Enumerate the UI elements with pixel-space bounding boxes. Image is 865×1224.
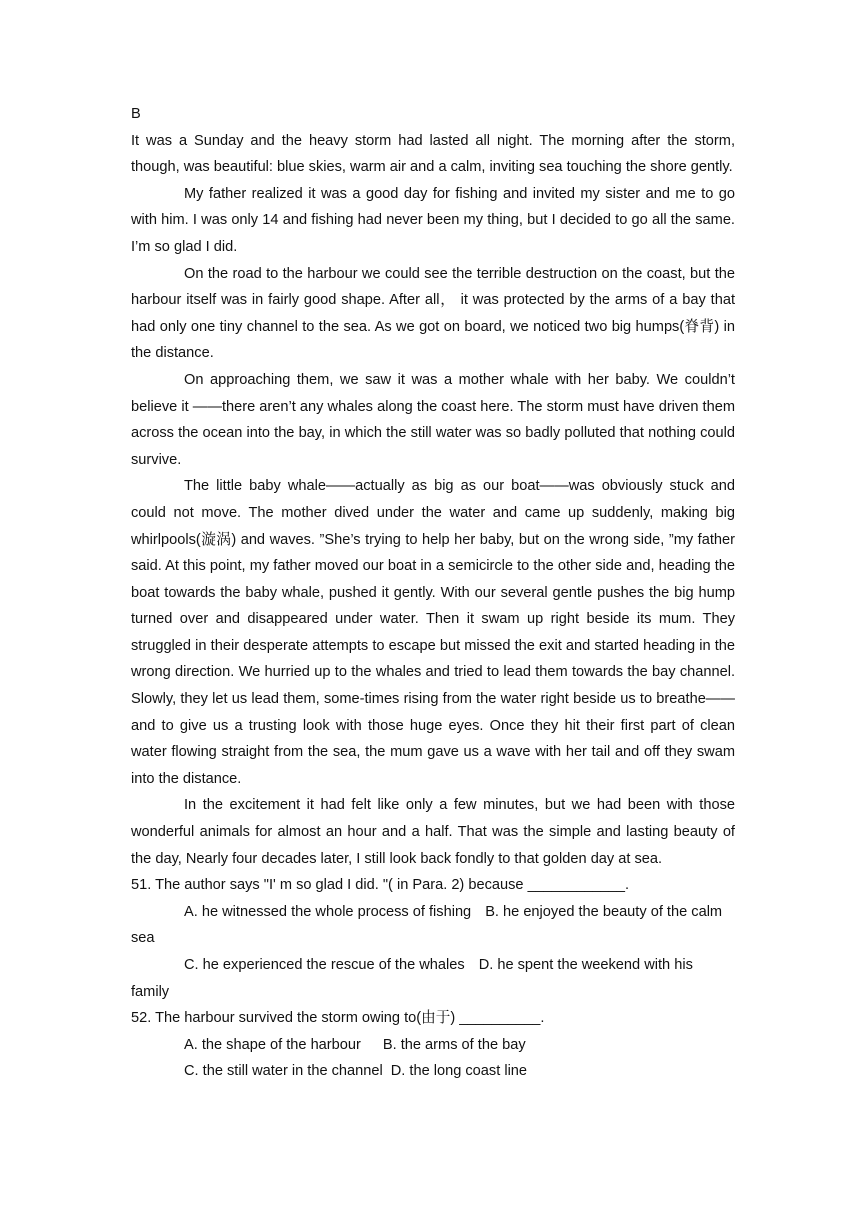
- paragraph-4: On approaching them, we saw it was a mother whale with her baby. We couldn’t believe it ——there aren’t any whales along the coast here. The storm must have driven them across the ocean into the bay, in which the still water was so badly polluted that nothing could survive.: [131, 371, 735, 468]
- question-52-option-a: A. the shape of the harbour: [184, 1036, 361, 1053]
- question-51-option-a: A. he witnessed the whole process of fishing: [184, 903, 472, 920]
- question-51-option-c: C. he experienced the rescue of the whales: [184, 957, 465, 973]
- question-51-option-d: D. he spent the weekend with his family: [131, 957, 693, 1000]
- question-51-stem: 51. The author says "I' m so glad I did. "( in Para. 2) because ____________.: [131, 877, 630, 894]
- question-52-option-d: D. the long coast line: [390, 1063, 528, 1080]
- question-52-option-c: C. the still water in the channel: [184, 1063, 383, 1080]
- question-52-stem: 52. The harbour survived the storm owing to(由于) __________.: [131, 1010, 545, 1027]
- document-content: [131, 101, 735, 1085]
- question-52-options-ab: [131, 1032, 735, 1059]
- question-52-options-cd: [131, 1058, 735, 1085]
- paragraph-6: In the excitement it had felt like only a few minutes, but we had been with those wonderful animals for almost an hour and a half. That was the simple and lasting beauty of the day, Nearly four decades later, I still look back fondly to that golden day at sea.: [131, 797, 735, 867]
- paragraph-5: The little baby whale——actually as big as our boat——was obviously stuck and could not move. The mother dived under the water and came up suddenly, making big whirlpools(漩涡) and waves. ”She’s trying to help her baby, but on the wrong side, ”my father said. At this point, my father moved our boat in a semicircle to the other side and, heading the boat towards the baby whale, pushed it gently. With our several gentle pushes the big hump turned over and disappeared under water. Then it swam up right beside its mum. They struggled in their desperate attempts to escape but missed the exit and started heading in the wrong direction. We hurried up to the whales and tried to lead them towards the bay channel. Slowly, they let us lead them, some-times rising from the water right beside us to breathe——and to give us a trusting look with those huge eyes. Once they hit their first part of clean water flowing straight from the sea, the mum gave us a wave with her tail and off they swam into the distance.: [131, 478, 735, 787]
- question-52-option-b: B. the arms of the bay: [382, 1036, 526, 1053]
- section-label: B: [131, 106, 141, 122]
- paragraph-1: It was a Sunday and the heavy storm had lasted all night. The morning after the storm, though, was beautiful: blue skies, warm air and a calm, inviting sea touching the shore gently.: [131, 132, 735, 176]
- question-51-option-b: B. he enjoyed the beauty of the calm sea: [131, 903, 723, 947]
- question-51-options-ab: [131, 899, 735, 952]
- paragraph-3: On the road to the harbour we could see the terrible destruction on the coast, but the harbour itself was in fairly good shape. After all， it was protected by the arms of a bay that had only one tiny channel to the sea. As we got on board, we noticed two big humps(脊背) in the distance.: [131, 265, 735, 362]
- paragraph-2: My father realized it was a good day for fishing and invited my sister and me to go with him. I was only 14 and fishing had never been my thing, but I decided to go all the same. I’m so glad I did.: [131, 185, 735, 255]
- question-51-options-cd: [131, 952, 735, 1005]
